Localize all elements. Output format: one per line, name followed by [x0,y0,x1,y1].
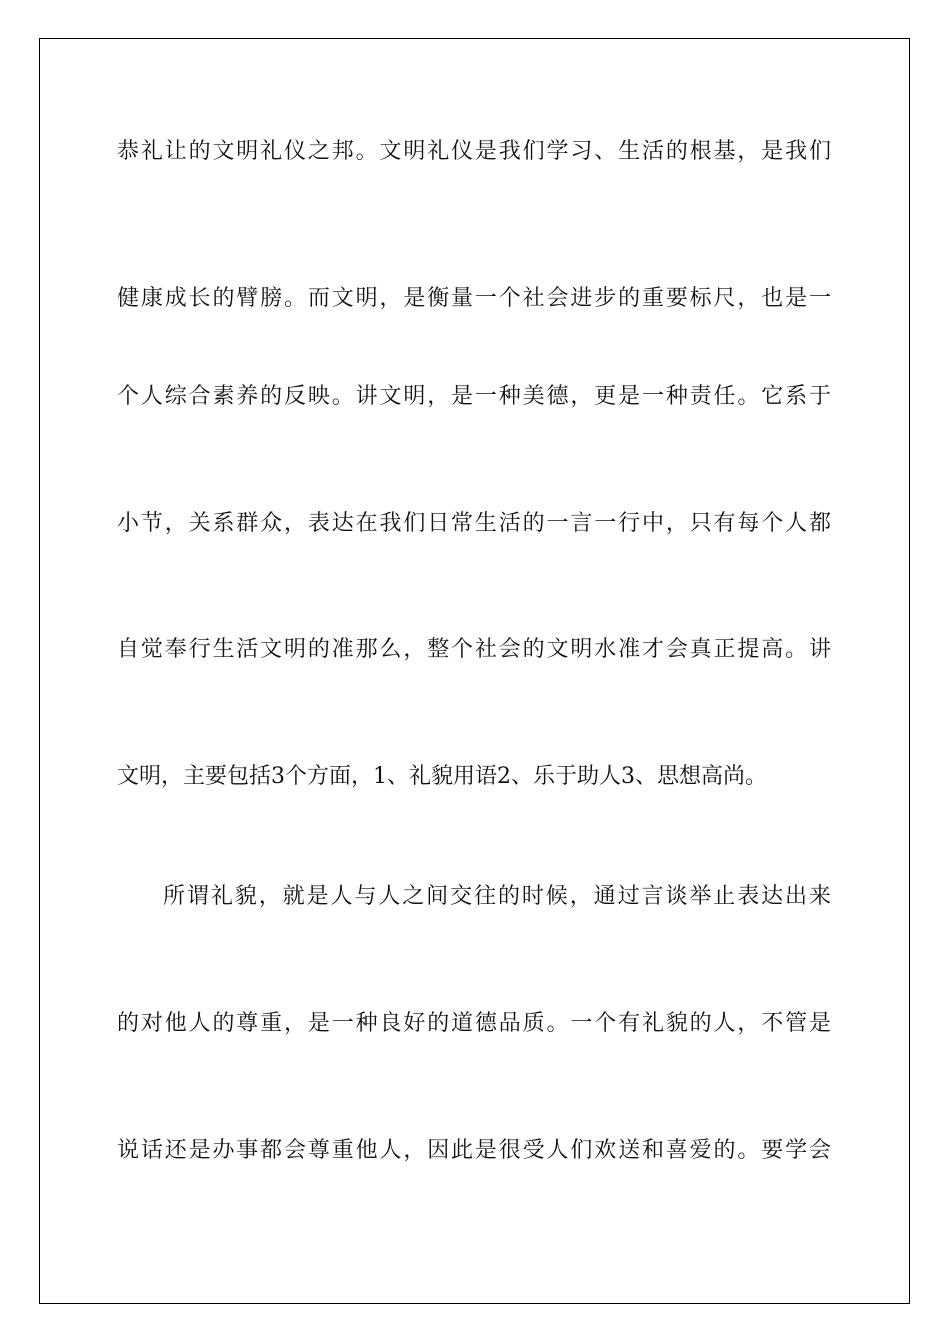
text-line-4: 小节，关系群众，表达在我们日常生活的一言一行中，只有每个人都 [117,511,831,536]
page-border [39,38,910,1304]
text-line-6: 文明，主要包括3个方面，1、礼貌用语2、乐于助人3、思想高尚。 [117,764,767,789]
text-line-1: 恭礼让的文明礼仪之邦。文明礼仪是我们学习、生活的根基，是我们 [117,139,831,164]
text-line-3: 个人综合素养的反映。讲文明，是一种美德，更是一种责任。它系于 [117,384,831,409]
text-line-9: 说话还是办事都会尊重他人，因此是很受人们欢送和喜爱的。要学会 [117,1138,831,1163]
text-line-2: 健康成长的臂膀。而文明，是衡量一个社会进步的重要标尺，也是一 [117,286,831,311]
text-line-5: 自觉奉行生活文明的准那么，整个社会的文明水准才会真正提高。讲 [117,637,831,662]
text-line-8: 的对他人的尊重，是一种良好的道德品质。一个有礼貌的人，不管是 [117,1011,831,1036]
text-line-7: 所谓礼貌，就是人与人之间交往的时候，通过言谈举止表达出来 [163,884,831,909]
